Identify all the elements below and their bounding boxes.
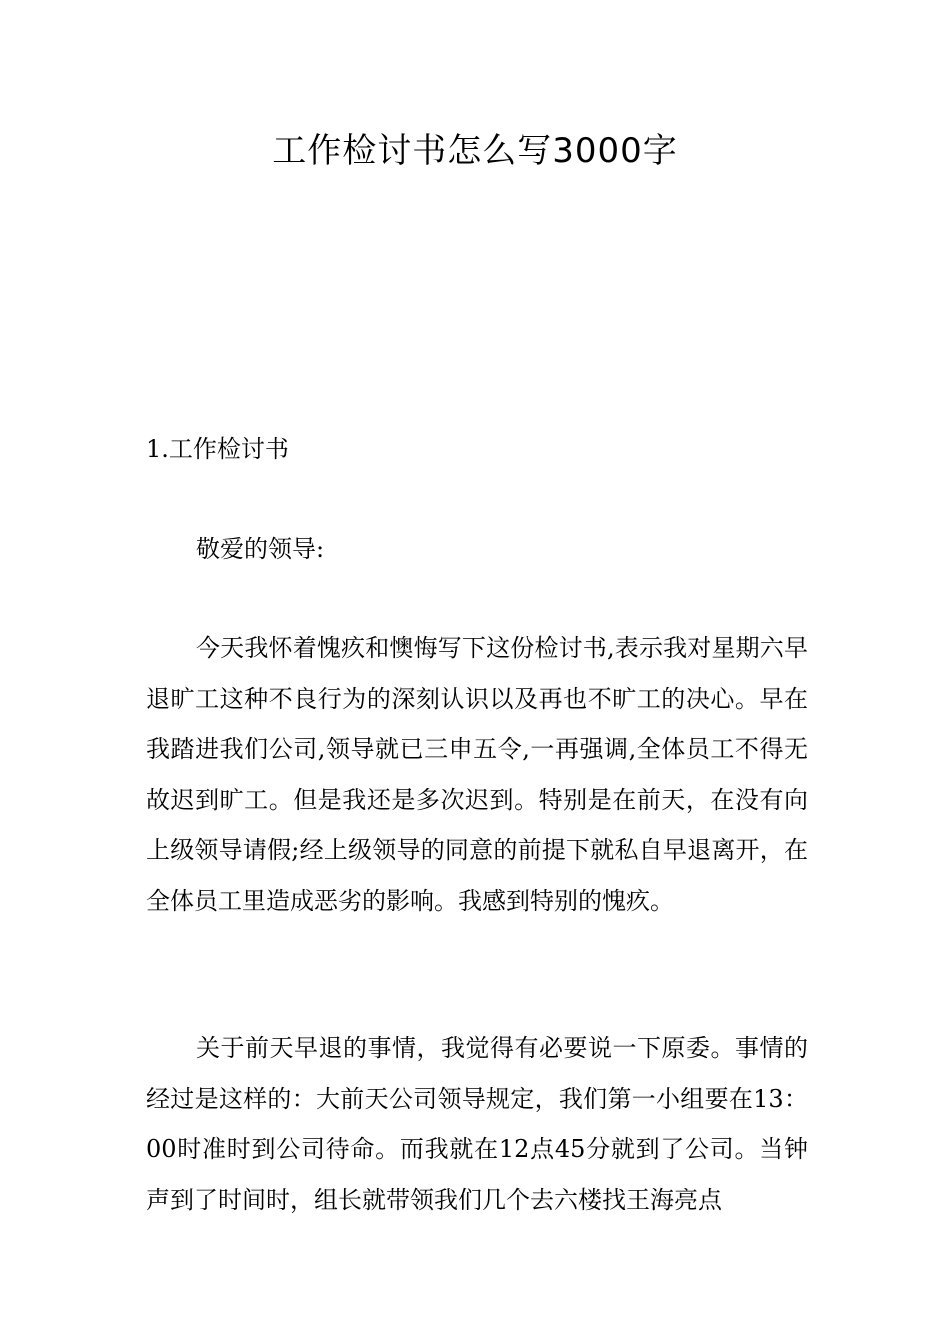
body-paragraph: 今天我怀着愧疚和懊悔写下这份检讨书,表示我对星期六早退旷工这种不良行为的深刻认识以及再也不旷工的决心。早在我踏进我们公司,领导就已三申五令,一再强调,全体员工不得无故迟到旷工。但是我还是多次迟到。特别是在前天，在没有向上级领导请假;经上级领导的同意的前提下就私自早退离开，在全体员工里造成恶劣的影响。我感到特别的愧疚。: [146, 634, 808, 915]
document-title: 工作检讨书怎么写3000字: [272, 131, 678, 171]
body-paragraph: 关于前天早退的事情，我觉得有必要说一下原委。事情的经过是这样的：大前天公司领导规定，我们第一小组要在13：00时准时到公司待命。而我就在12点45分就到了公司。当钟声到了时间时，组长就带领我们几个去六楼找王海亮点: [146, 1034, 808, 1214]
salutation: 敬爱的领导:: [196, 535, 325, 563]
section-heading: 1.工作检讨书: [146, 435, 289, 463]
